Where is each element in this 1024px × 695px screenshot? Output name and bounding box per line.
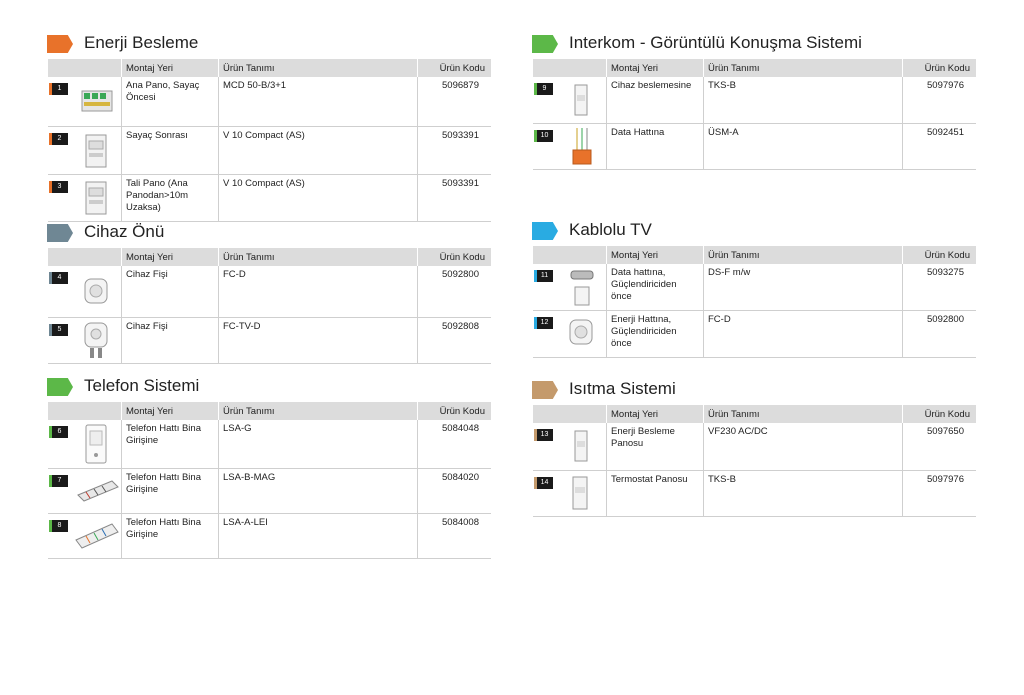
section-enerji-besleme	[47, 33, 491, 222]
section-interkom	[532, 33, 976, 170]
col-header-montaj: Montaj Yeri	[122, 59, 219, 77]
table-row: 10 Data Hattına ÜSM-A 5092451	[533, 123, 977, 169]
col-header-urun: Ürün Tanımı	[219, 59, 418, 77]
section-title: Enerji Besleme	[84, 33, 199, 52]
row-number: 7	[49, 475, 68, 487]
row-number: 10	[534, 130, 553, 142]
coax-connector-icon	[569, 267, 595, 307]
row-number: 11	[534, 270, 553, 282]
table-row: 2 Sayaç Sonrası V 10 Compact (AS) 5093391	[48, 126, 492, 174]
table-row: 11 Data hattına, Güçlendiriciden önce DS-F m/w 5093275	[533, 264, 977, 310]
row-number: 12	[534, 317, 553, 329]
table-row: 14 Termostat Panosu TKS-B 5097976	[533, 470, 977, 516]
terminal-strip-icon	[76, 477, 120, 505]
plug-adapter-icon	[82, 276, 110, 306]
section-telefon-sistemi	[47, 376, 491, 559]
product-table	[47, 59, 491, 222]
section-title: Interkom - Görüntülü Konuşma Sistemi	[569, 33, 862, 52]
section-flag-icon	[47, 35, 73, 53]
table-header-row: Montaj Yeri Ürün Tanımı Ürün Kodu	[533, 246, 977, 264]
terminal-strip-icon	[74, 520, 120, 552]
section-flag-icon	[47, 378, 73, 396]
section-flag-icon	[532, 35, 558, 53]
row-number: 14	[534, 477, 553, 489]
section-cihaz-onu	[47, 222, 491, 364]
row-number: 8	[49, 520, 68, 532]
table-row: 4 Cihaz Fişi FC-D 5092800	[48, 266, 492, 317]
section-title: Isıtma Sistemi	[569, 379, 676, 398]
surge-block-icon	[80, 85, 114, 115]
table-row: 8 Telefon Hattı Bina Girişine LSA-A-LEI 5084008	[48, 513, 492, 558]
col-header-kod: Ürün Kodu	[418, 59, 492, 77]
table-row: 12 Enerji Hattına, Güçlendiriciden önce FC-D 5092800	[533, 310, 977, 357]
product-table	[47, 402, 491, 559]
table-row: 5 Cihaz Fişi FC-TV-D 5092808	[48, 317, 492, 363]
table-header-row	[48, 59, 492, 77]
section-isitma-sistemi	[532, 379, 976, 517]
product-table	[532, 246, 976, 358]
section-title: Cihaz Önü	[84, 222, 165, 241]
section-title: Kablolu TV	[569, 220, 652, 239]
box-icon	[84, 423, 108, 465]
table-row: 7 Telefon Hattı Bina Girişine LSA-B-MAG 5084020	[48, 468, 492, 513]
row-number: 6	[49, 426, 68, 438]
row-number: 1	[49, 83, 68, 95]
slim-module-icon	[573, 83, 589, 117]
section-flag-icon	[47, 224, 73, 242]
row-number: 9	[534, 83, 553, 95]
table-header-row: Montaj Yeri Ürün Tanımı Ürün Kodu	[48, 248, 492, 266]
wired-module-icon	[571, 126, 593, 168]
table-row: 6 Telefon Hattı Bina Girişine LSA-G 5084048	[48, 420, 492, 468]
table-header-row: Montaj Yeri Ürün Tanımı Ürün Kodu	[533, 59, 977, 77]
plug-adapter-icon	[567, 317, 595, 347]
din-module-icon	[84, 133, 108, 169]
row-number: 2	[49, 133, 68, 145]
section-title: Telefon Sistemi	[84, 376, 200, 395]
table-row: 3 Tali Pano (Ana Panodan>10m Uzaksa) V 10 Compact (AS) 5093391	[48, 174, 492, 221]
din-module-icon	[84, 180, 108, 216]
row-number: 5	[49, 324, 68, 336]
table-row: 9 Cihaz beslemesine TKS-B 5097976	[533, 77, 977, 123]
table-row: 1 Ana Pano, Sayaç Öncesi MCD 50-B/3+1 5096879	[48, 77, 492, 126]
section-flag-icon	[532, 222, 558, 240]
slim-module-icon	[573, 429, 589, 463]
row-number: 3	[49, 181, 68, 193]
plug-tv-adapter-icon	[82, 321, 110, 361]
table-header-row: Montaj Yeri Ürün Tanımı Ürün Kodu	[48, 402, 492, 420]
slim-module-icon	[571, 475, 589, 511]
table-header-row: Montaj Yeri Ürün Tanımı Ürün Kodu	[533, 405, 977, 423]
product-table	[532, 405, 976, 517]
row-number: 4	[49, 272, 68, 284]
table-row: 13 Enerji Besleme Panosu VF230 AC/DC 5097650	[533, 423, 977, 470]
section-kablolu-tv	[532, 220, 976, 358]
product-table	[47, 248, 491, 364]
product-table	[532, 59, 976, 170]
row-number: 13	[534, 429, 553, 441]
section-flag-icon	[532, 381, 558, 399]
